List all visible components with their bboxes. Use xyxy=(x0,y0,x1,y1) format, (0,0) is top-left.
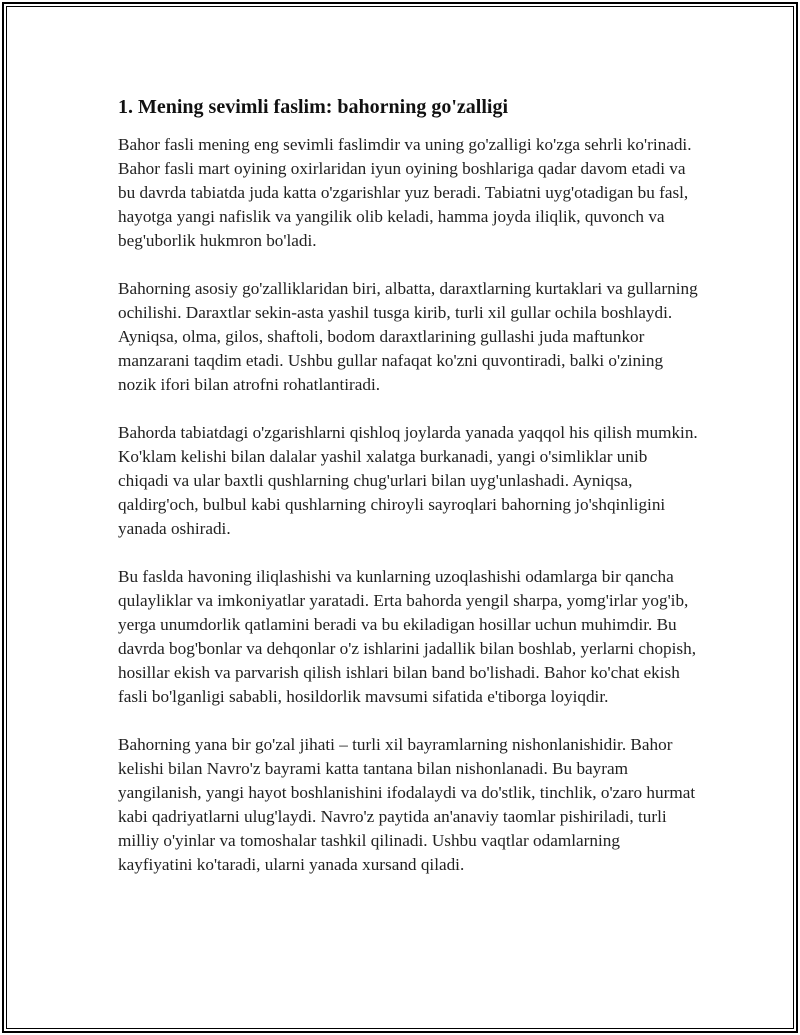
paragraph-3: Bahorda tabiatdagi o'zgarishlarni qishloq joylarda yanada yaqqol his qilish mumkin. Ko'klam kelishi bilan dalalar yashil xalatga burkanadi, yangi o'simliklar unib chiqadi va ular baxtli qushlarning chug'urlari bilan uyg'unlashadi. Ayniqsa, qaldirg'och, bulbul kabi qushlarning chiroyli sayroqlari bahorning jo'shqinligini yanada oshiradi. xyxy=(118,423,698,538)
paragraph-1: Bahor fasli mening eng sevimli faslimdir va uning go'zalligi ko'zga sehrli ko'rinadi. Bahor fasli mart oyining oxirlaridan iyun oyining boshlariga qadar davom etadi va bu davrda tabiatda juda katta o'zgarishlar yuz beradi. Tabiatni uyg'otadigan bu fasl, hayotga yangi nafislik va yangilik olib keladi, hamma joyda iliqlik, quvonch va beg'uborlik hukmron bo'ladi. xyxy=(118,135,692,250)
paragraph-4: Bu faslda havoning iliqlashishi va kunlarning uzoqlashishi odamlarga bir qancha qulayliklar va imkoniyatlar yaratadi. Erta bahorda yengil sharpa, yomg'irlar yog'ib, yerga unumdorlik qatlamini beradi va bu ekiladigan hosillar uchun muhimdir. Bu davrda bog'bonlar va dehqonlar o'z ishlarini jadallik bilan boshlab, yerlarni chopish, hosillar ekish va parvarish qilish ishlari bilan band bo'lishadi. Bahor ko'chat ekish fasli bo'lganligi sababli, hosildorlik mavsumi sifatida e'tiborga loyiqdir. xyxy=(118,567,696,706)
paragraph-5: Bahorning yana bir go'zal jihati – turli xil bayramlarning nishonlanishidir. Bahor kelishi bilan Navro'z bayrami katta tantana bilan nishonlanadi. Bu bayram yangilanish, yangi hayot boshlanishini ifodalaydi va do'stlik, tinchlik, o'zaro hurmat kabi qadriyatlarni ulug'laydi. Navro'z paytida an'anaviy taomlar pishiriladi, turli milliy o'yinlar va tomoshalar tashkil qilinadi. Ushbu vaqtlar odamlarning kayfiyatini ko'taradi, ularni yanada xursand qiladi. xyxy=(118,735,696,874)
paragraph-2: Bahorning asosiy go'zalliklaridan biri, albatta, daraxtlarning kurtaklari va gullarning ochilishi. Daraxtlar sekin-asta yashil tusga kirib, turli xil gullar ochila boshlaydi. Ayniqsa, olma, gilos, shaftoli, bodom daraxtlarining gullashi juda maftunkor manzarani taqdim etadi. Ushbu gullar nafaqat ko'zni quvontiradi, balki o'zining nozik ifori bilan atrofni rohatlantiradi. xyxy=(118,279,698,394)
section-heading: 1. Mening sevimli faslim: bahorning go'zalligi xyxy=(118,96,509,118)
document-body xyxy=(118,93,698,877)
